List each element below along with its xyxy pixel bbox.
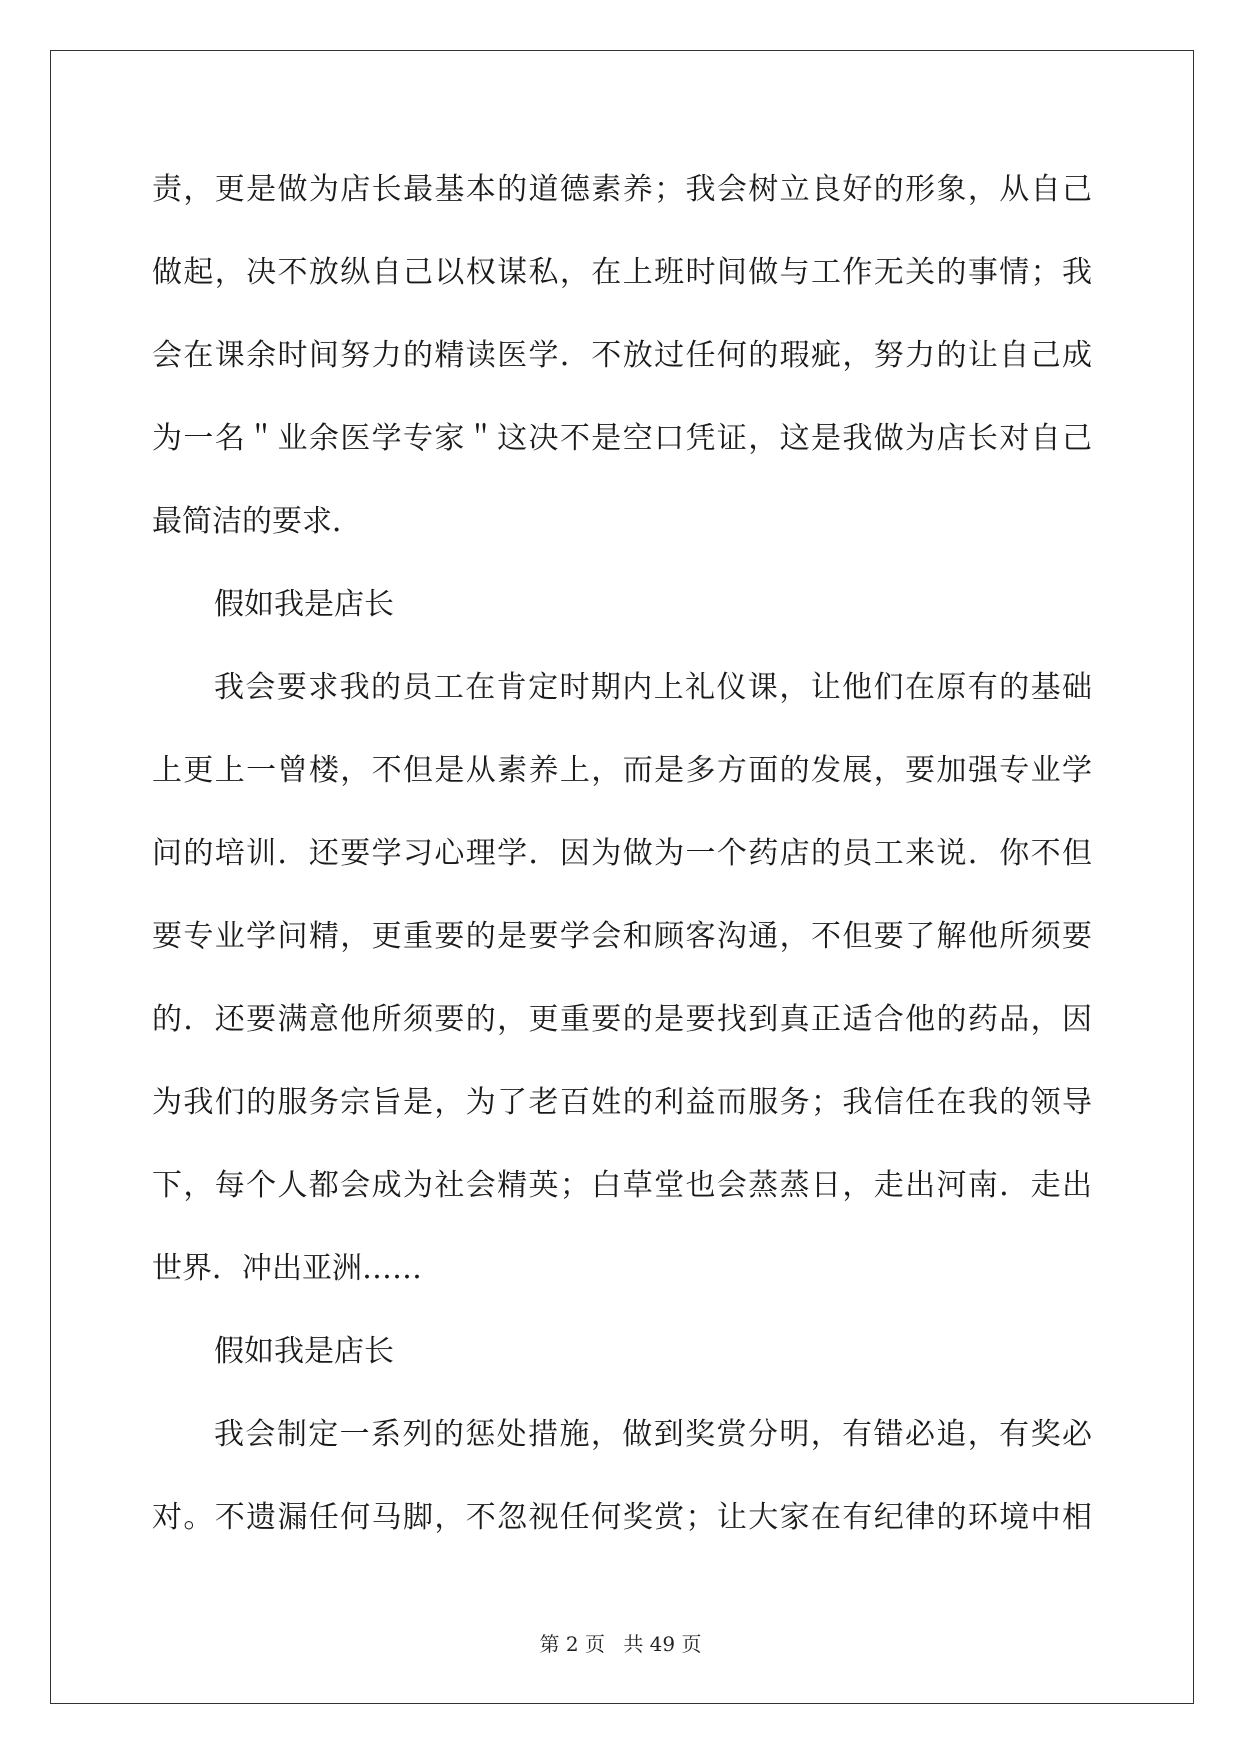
section-heading: 假如我是店长: [214, 1334, 394, 1369]
text-line: 责，更是做为店长最基本的道德素养；我会树立良好的形象，从自己: [152, 172, 1092, 207]
text-line: 做起，决不放纵自己以权谋私，在上班时间做与工作无关的事情；我: [152, 255, 1092, 290]
text-line: 上更上一曾楼，不但是从素养上，而是多方面的发展，要加强专业学: [152, 753, 1092, 788]
page-footer: [0, 1628, 1241, 1657]
text-line: 为一名＂业余医学专家＂这决不是空口凭证，这是我做为店长对自己: [152, 421, 1092, 456]
text-line: 我会要求我的员工在肯定时期内上礼仪课，让他们在原有的基础: [214, 670, 1092, 705]
text-line: 会在课余时间努力的精读医学．不放过任何的瑕疵，努力的让自己成: [152, 338, 1092, 373]
page-total: 共 49 页: [623, 1632, 702, 1656]
page-number: 第 2 页: [539, 1632, 605, 1656]
text-line: 问的培训．还要学习心理学．因为做为一个药店的员工来说．你不但: [152, 836, 1092, 871]
text-line: 要专业学问精，更重要的是要学会和顾客沟通，不但要了解他所须要: [152, 919, 1092, 954]
text-line: 的．还要满意他所须要的，更重要的是要找到真正适合他的药品，因: [152, 1002, 1092, 1037]
text-line: 我会制定一系列的惩处措施，做到奖赏分明，有错必追，有奖必: [214, 1417, 1092, 1452]
text-line: 最简洁的要求．: [152, 504, 362, 539]
document-body: [152, 160, 1092, 1571]
text-line: 世界．冲出亚洲……: [152, 1251, 422, 1286]
text-line: 对。不遗漏任何马脚，不忽视任何奖赏；让大家在有纪律的环境中相: [152, 1500, 1092, 1535]
section-heading: 假如我是店长: [214, 587, 394, 622]
text-line: 下，每个人都会成为社会精英；白草堂也会蒸蒸日，走出河南．走出: [152, 1168, 1092, 1203]
text-line: 为我们的服务宗旨是，为了老百姓的利益而服务；我信任在我的领导: [152, 1085, 1092, 1120]
